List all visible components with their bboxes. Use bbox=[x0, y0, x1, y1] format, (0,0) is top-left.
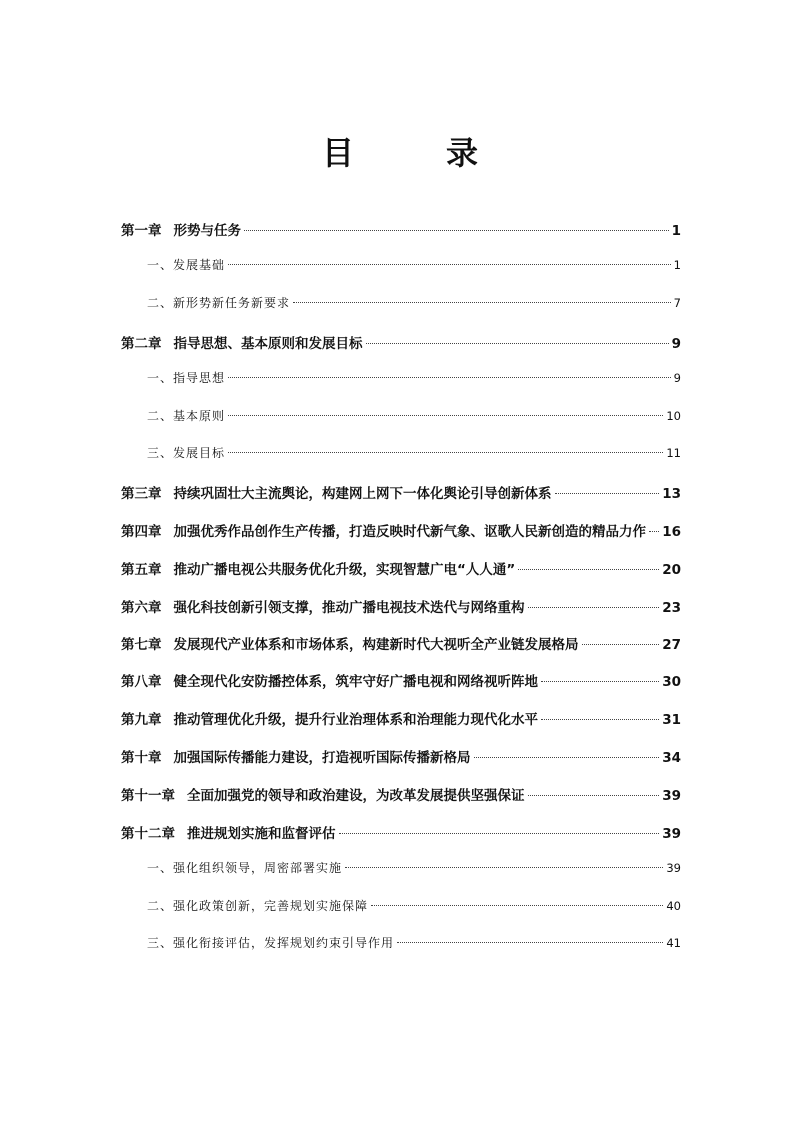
page-number: 20 bbox=[662, 562, 681, 578]
leader-dots bbox=[228, 264, 671, 265]
page-number: 7 bbox=[673, 296, 681, 310]
toc-section-entry[interactable] bbox=[147, 444, 681, 461]
page-number: 30 bbox=[662, 674, 681, 690]
toc-entry-label bbox=[147, 294, 290, 311]
chapter-number: 第三章 bbox=[121, 486, 162, 502]
entry-title: 形势与任务 bbox=[173, 223, 241, 239]
leader-dots bbox=[474, 757, 660, 758]
page-number: 41 bbox=[666, 936, 681, 950]
entry-title: 发展现代产业体系和市场体系，构建新时代大视听全产业链发展格局 bbox=[173, 637, 579, 653]
leader-dots bbox=[339, 833, 660, 834]
entry-title: 强化科技创新引领支撑，推动广播电视技术迭代与网络重构 bbox=[173, 600, 525, 616]
toc-entry-label bbox=[121, 596, 525, 616]
page-number: 39 bbox=[666, 861, 681, 875]
entry-title: 一、指导思想 bbox=[147, 371, 226, 385]
leader-dots bbox=[366, 343, 669, 344]
toc-chapter-entry[interactable] bbox=[121, 822, 681, 842]
toc-section-entry[interactable] bbox=[147, 294, 681, 311]
leader-dots bbox=[518, 569, 659, 570]
leader-dots bbox=[228, 452, 663, 453]
toc-entry-label bbox=[121, 332, 363, 352]
toc-entry-label bbox=[147, 256, 225, 273]
entry-title: 健全现代化安防播控体系，筑牢守好广播电视和网络视听阵地 bbox=[173, 674, 538, 690]
entry-title: 二、强化政策创新，完善规划实施保障 bbox=[147, 899, 369, 913]
toc-section-entry[interactable] bbox=[147, 256, 681, 273]
page-number: 39 bbox=[662, 788, 681, 804]
toc-entry-label bbox=[147, 859, 342, 876]
page-number: 27 bbox=[662, 637, 681, 653]
toc-chapter-entry[interactable] bbox=[121, 596, 681, 616]
toc-chapter-entry[interactable] bbox=[121, 708, 681, 728]
chapter-number: 第一章 bbox=[121, 223, 162, 239]
leader-dots bbox=[582, 644, 660, 645]
toc-chapter-entry[interactable] bbox=[121, 332, 681, 352]
toc-entry-label bbox=[147, 934, 394, 951]
toc-entry-label bbox=[121, 784, 525, 804]
chapter-number: 第六章 bbox=[121, 600, 162, 616]
toc-entry-label bbox=[121, 558, 515, 578]
page-number: 13 bbox=[662, 486, 681, 502]
entry-title: 加强优秀作品创作生产传播，打造反映时代新气象、讴歌人民新创造的精品力作 bbox=[173, 524, 646, 540]
toc-chapter-entry[interactable] bbox=[121, 558, 681, 578]
chapter-number: 第八章 bbox=[121, 674, 162, 690]
entry-title: 推进规划实施和监督评估 bbox=[187, 826, 336, 842]
chapter-number: 第二章 bbox=[121, 336, 162, 352]
chapter-number: 第四章 bbox=[121, 524, 162, 540]
toc-chapter-entry[interactable] bbox=[121, 633, 681, 653]
toc-entry-label bbox=[147, 897, 368, 914]
entry-title: 二、新形势新任务新要求 bbox=[147, 296, 291, 310]
leader-dots bbox=[649, 531, 659, 532]
toc-entry-label bbox=[121, 482, 552, 502]
toc-entry-label bbox=[121, 670, 538, 690]
toc-chapter-entry[interactable] bbox=[121, 219, 681, 239]
leader-dots bbox=[371, 905, 663, 906]
page-number: 16 bbox=[662, 524, 681, 540]
toc-entry-label bbox=[121, 633, 579, 653]
page-number: 34 bbox=[662, 750, 681, 766]
toc-chapter-entry[interactable] bbox=[121, 670, 681, 690]
page-title: 目 录 bbox=[321, 134, 508, 172]
toc-entry-label bbox=[121, 520, 646, 540]
toc-entry-label bbox=[147, 369, 225, 386]
page-number: 9 bbox=[671, 336, 681, 352]
leader-dots bbox=[541, 681, 659, 682]
leader-dots bbox=[397, 942, 663, 943]
page-number: 11 bbox=[666, 446, 681, 460]
page-number: 1 bbox=[671, 223, 681, 239]
entry-title: 指导思想、基本原则和发展目标 bbox=[173, 336, 363, 352]
leader-dots bbox=[244, 230, 669, 231]
leader-dots bbox=[228, 377, 671, 378]
page-number: 9 bbox=[673, 371, 681, 385]
toc-entry-label bbox=[121, 219, 241, 239]
chapter-number: 第十章 bbox=[121, 750, 162, 766]
toc-entry-label bbox=[121, 708, 538, 728]
leader-dots bbox=[293, 302, 671, 303]
toc-chapter-entry[interactable] bbox=[121, 520, 681, 540]
chapter-number: 第九章 bbox=[121, 712, 162, 728]
toc-section-entry[interactable] bbox=[147, 897, 681, 914]
entry-title: 推动管理优化升级，提升行业治理体系和治理能力现代化水平 bbox=[173, 712, 538, 728]
chapter-number: 第十一章 bbox=[121, 788, 175, 804]
entry-title: 全面加强党的领导和政治建设，为改革发展提供坚强保证 bbox=[187, 788, 525, 804]
leader-dots bbox=[555, 493, 660, 494]
page-number: 1 bbox=[673, 258, 681, 272]
leader-dots bbox=[528, 795, 660, 796]
toc-chapter-entry[interactable] bbox=[121, 784, 681, 804]
toc-entry-label bbox=[147, 444, 225, 461]
leader-dots bbox=[541, 719, 659, 720]
toc-entry-label bbox=[147, 407, 225, 424]
page-number: 23 bbox=[662, 600, 681, 616]
entry-title: 持续巩固壮大主流舆论，构建网上网下一体化舆论引导创新体系 bbox=[173, 486, 552, 502]
entry-title: 三、强化衔接评估，发挥规划约束引导作用 bbox=[147, 936, 395, 950]
toc-section-entry[interactable] bbox=[147, 934, 681, 951]
page-number: 40 bbox=[666, 899, 681, 913]
toc-section-entry[interactable] bbox=[147, 407, 681, 424]
chapter-number: 第七章 bbox=[121, 637, 162, 653]
entry-title: 一、强化组织领导，周密部署实施 bbox=[147, 861, 343, 875]
toc-chapter-entry[interactable] bbox=[121, 482, 681, 502]
leader-dots bbox=[345, 867, 663, 868]
entry-title: 二、基本原则 bbox=[147, 409, 226, 423]
toc-chapter-entry[interactable] bbox=[121, 746, 681, 766]
chapter-number: 第五章 bbox=[121, 562, 162, 578]
page-number: 31 bbox=[662, 712, 681, 728]
entry-title: 加强国际传播能力建设，打造视听国际传播新格局 bbox=[173, 750, 471, 766]
toc-entry-label bbox=[121, 822, 336, 842]
toc-section-entry[interactable] bbox=[147, 859, 681, 876]
page-number: 39 bbox=[662, 826, 681, 842]
leader-dots bbox=[528, 607, 660, 608]
entry-title: 三、发展目标 bbox=[147, 446, 226, 460]
toc-entry-label bbox=[121, 746, 471, 766]
chapter-number: 第十二章 bbox=[121, 826, 175, 842]
toc-section-entry[interactable] bbox=[147, 369, 681, 386]
page-number: 10 bbox=[666, 409, 681, 423]
entry-title: 一、发展基础 bbox=[147, 258, 226, 272]
leader-dots bbox=[228, 415, 663, 416]
entry-title: 推动广播电视公共服务优化升级，实现智慧广电“人人通” bbox=[173, 562, 516, 578]
